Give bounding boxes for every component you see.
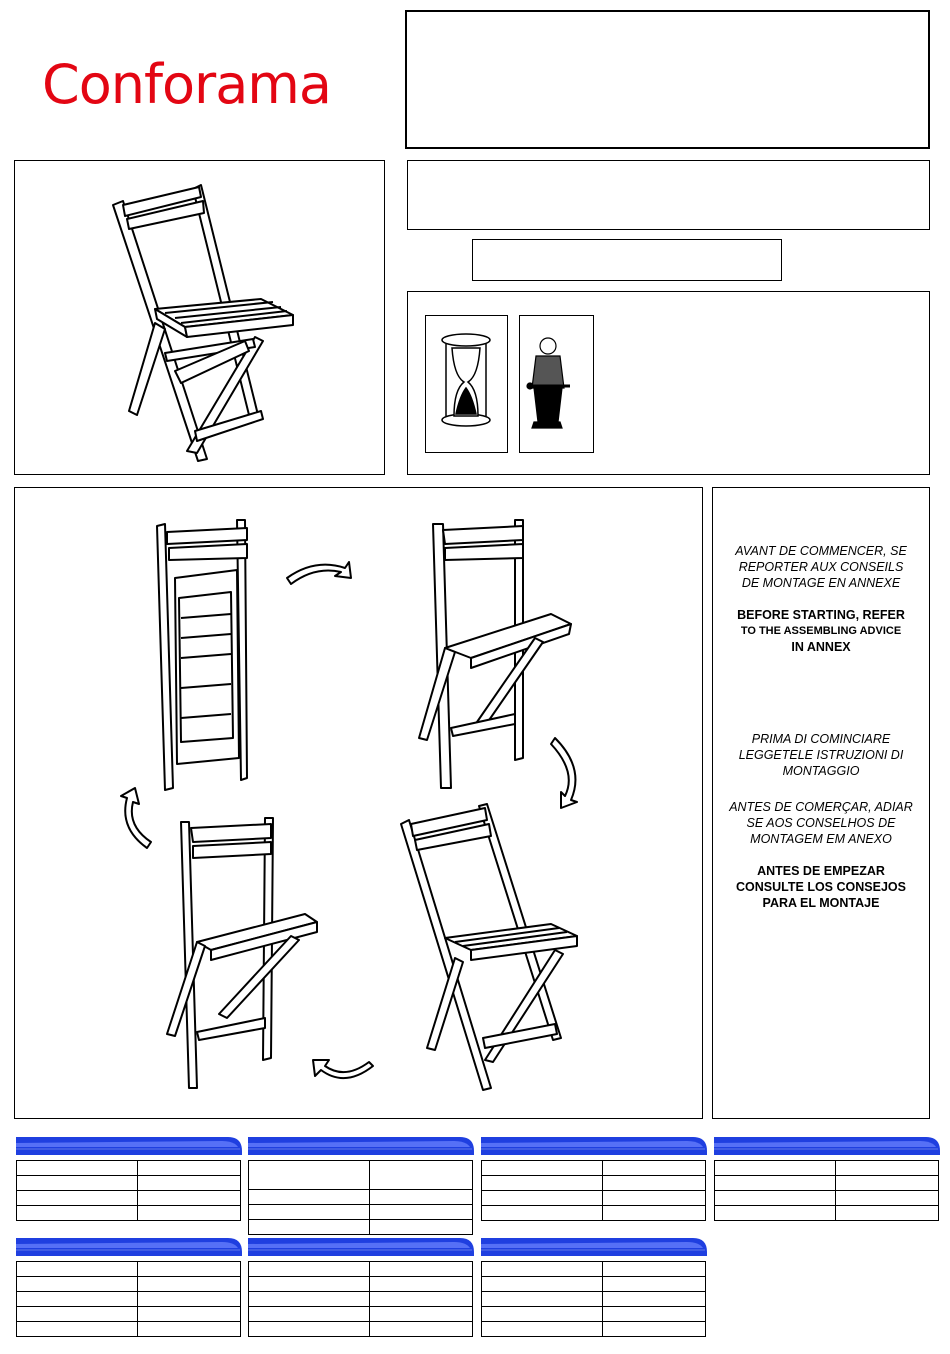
table-row <box>715 1176 939 1191</box>
info-table-grid <box>481 1261 706 1337</box>
table-cell <box>249 1262 370 1277</box>
info-table-grid <box>16 1261 241 1337</box>
notice-es <box>713 863 929 911</box>
table-cell <box>715 1176 836 1191</box>
table-cell <box>602 1176 705 1191</box>
notice-fr-line: AVANT DE COMMENCER, SE <box>735 544 907 558</box>
table-cell <box>482 1161 603 1176</box>
table-cell <box>249 1190 370 1205</box>
table-cell <box>249 1292 370 1307</box>
hourglass-icon <box>426 316 507 452</box>
info-table <box>714 1135 940 1221</box>
table-row <box>249 1322 473 1337</box>
table-cell <box>482 1322 603 1337</box>
info-table <box>16 1236 242 1337</box>
table-row <box>482 1176 706 1191</box>
table-row <box>482 1262 706 1277</box>
notice-es-line: CONSULTE LOS CONSEJOS <box>736 880 906 894</box>
notice-en-line: BEFORE STARTING, REFER <box>737 608 905 622</box>
table-cell <box>249 1220 370 1235</box>
info-table <box>481 1236 707 1337</box>
table-row <box>17 1161 241 1176</box>
table-row <box>482 1277 706 1292</box>
notice-fr-line: DE MONTAGE EN ANNEXE <box>741 576 901 590</box>
table-cell <box>602 1161 705 1176</box>
product-illustration-box <box>14 160 385 475</box>
info-table <box>248 1236 474 1337</box>
hourglass-panel <box>425 315 508 453</box>
table-cell <box>602 1307 705 1322</box>
notice-pt-line: ANTES DE COMERÇAR, ADIAR <box>729 800 913 814</box>
table-row <box>715 1206 939 1221</box>
table-row <box>482 1292 706 1307</box>
table-row <box>249 1307 473 1322</box>
table-cell <box>17 1322 138 1337</box>
table-cell <box>369 1292 472 1307</box>
table-row <box>482 1322 706 1337</box>
table-cell <box>369 1322 472 1337</box>
reference-box <box>407 160 930 230</box>
notice-pt-line: MONTAGEM EM ANEXO <box>750 832 892 846</box>
table-cell <box>835 1206 938 1221</box>
table-cell <box>369 1307 472 1322</box>
table-cell <box>137 1206 240 1221</box>
table-row <box>17 1191 241 1206</box>
table-tab-header <box>481 1135 707 1155</box>
table-cell <box>17 1176 138 1191</box>
table-row <box>249 1220 473 1235</box>
table-cell <box>17 1307 138 1322</box>
table-cell <box>137 1322 240 1337</box>
table-cell <box>482 1307 603 1322</box>
table-cell <box>369 1205 472 1220</box>
table-cell <box>602 1322 705 1337</box>
table-tab-header <box>481 1236 707 1256</box>
table-cell <box>482 1277 603 1292</box>
table-cell <box>715 1191 836 1206</box>
table-row <box>715 1191 939 1206</box>
info-table-grid <box>481 1160 706 1221</box>
table-cell <box>602 1206 705 1221</box>
notice-it <box>713 731 929 779</box>
table-row <box>17 1322 241 1337</box>
table-cell <box>369 1262 472 1277</box>
assembly-steps-box <box>14 487 703 1119</box>
table-row <box>249 1161 473 1190</box>
table-cell <box>602 1191 705 1206</box>
notice-pt-line: SE AOS CONSELHOS DE <box>746 816 896 830</box>
notice-en-line: IN ANNEX <box>791 640 851 654</box>
table-cell <box>137 1292 240 1307</box>
table-cell <box>249 1322 370 1337</box>
table-cell <box>715 1161 836 1176</box>
table-cell <box>835 1161 938 1176</box>
table-row <box>17 1292 241 1307</box>
table-row <box>17 1307 241 1322</box>
info-table-grid <box>16 1160 241 1221</box>
table-tab-header <box>714 1135 940 1155</box>
table-cell <box>17 1191 138 1206</box>
info-table-grid <box>248 1160 473 1235</box>
folding-steps-illustration <box>15 488 702 1118</box>
table-row <box>482 1191 706 1206</box>
table-row <box>249 1205 473 1220</box>
notice-fr-line: REPORTER AUX CONSEILS <box>738 560 904 574</box>
table-row <box>249 1262 473 1277</box>
table-cell <box>17 1277 138 1292</box>
info-table <box>481 1135 707 1221</box>
table-row <box>482 1307 706 1322</box>
table-cell <box>137 1277 240 1292</box>
multilingual-notice-box <box>712 487 930 1119</box>
table-tab-header <box>16 1236 242 1256</box>
assembler-person-icon <box>520 316 593 452</box>
table-row <box>17 1176 241 1191</box>
table-cell <box>249 1161 370 1190</box>
table-tab-header <box>248 1236 474 1256</box>
notice-it-line: LEGGETELE ISTRUZIONI DI <box>738 748 904 762</box>
table-cell <box>602 1292 705 1307</box>
info-table-grid <box>248 1261 473 1337</box>
table-cell <box>715 1206 836 1221</box>
table-cell <box>835 1191 938 1206</box>
notice-it-line: MONTAGGIO <box>782 764 860 778</box>
table-row <box>249 1292 473 1307</box>
table-cell <box>17 1292 138 1307</box>
assembly-info-box <box>407 291 930 475</box>
table-cell <box>249 1307 370 1322</box>
notice-fr <box>713 543 929 591</box>
notice-es-line: ANTES DE EMPEZAR <box>757 864 885 878</box>
table-cell <box>835 1176 938 1191</box>
table-cell <box>482 1292 603 1307</box>
folding-chair-illustration <box>15 161 384 474</box>
table-row <box>249 1190 473 1205</box>
info-table <box>248 1135 474 1235</box>
table-cell <box>482 1262 603 1277</box>
notice-en-line: TO THE ASSEMBLING ADVICE <box>740 625 902 637</box>
table-cell <box>602 1277 705 1292</box>
conforama-logo: Conforama <box>42 53 332 116</box>
table-cell <box>249 1205 370 1220</box>
table-cell <box>482 1191 603 1206</box>
table-row <box>17 1206 241 1221</box>
table-cell <box>137 1176 240 1191</box>
table-row <box>482 1206 706 1221</box>
notice-en <box>713 607 929 655</box>
table-cell <box>137 1307 240 1322</box>
table-cell <box>369 1277 472 1292</box>
table-row <box>249 1277 473 1292</box>
table-cell <box>137 1191 240 1206</box>
table-row <box>17 1277 241 1292</box>
table-cell <box>137 1262 240 1277</box>
assembler-panel <box>519 315 594 453</box>
table-cell <box>17 1206 138 1221</box>
info-table <box>16 1135 242 1221</box>
table-cell <box>482 1206 603 1221</box>
table-cell <box>482 1176 603 1191</box>
table-cell <box>17 1262 138 1277</box>
info-table-grid <box>714 1160 939 1221</box>
table-cell <box>137 1161 240 1176</box>
table-row <box>482 1161 706 1176</box>
table-cell <box>369 1220 472 1235</box>
table-row <box>17 1262 241 1277</box>
notice-pt <box>713 799 929 847</box>
table-cell <box>17 1161 138 1176</box>
table-tab-header <box>248 1135 474 1155</box>
table-tab-header <box>16 1135 242 1155</box>
product-header-box <box>405 10 930 149</box>
table-cell <box>369 1190 472 1205</box>
table-cell <box>249 1277 370 1292</box>
notice-it-line: PRIMA DI COMINCIARE <box>751 732 891 746</box>
table-cell <box>602 1262 705 1277</box>
notice-es-line: PARA EL MONTAJE <box>762 896 880 910</box>
table-cell <box>369 1161 472 1190</box>
table-row <box>715 1161 939 1176</box>
code-box <box>472 239 782 281</box>
